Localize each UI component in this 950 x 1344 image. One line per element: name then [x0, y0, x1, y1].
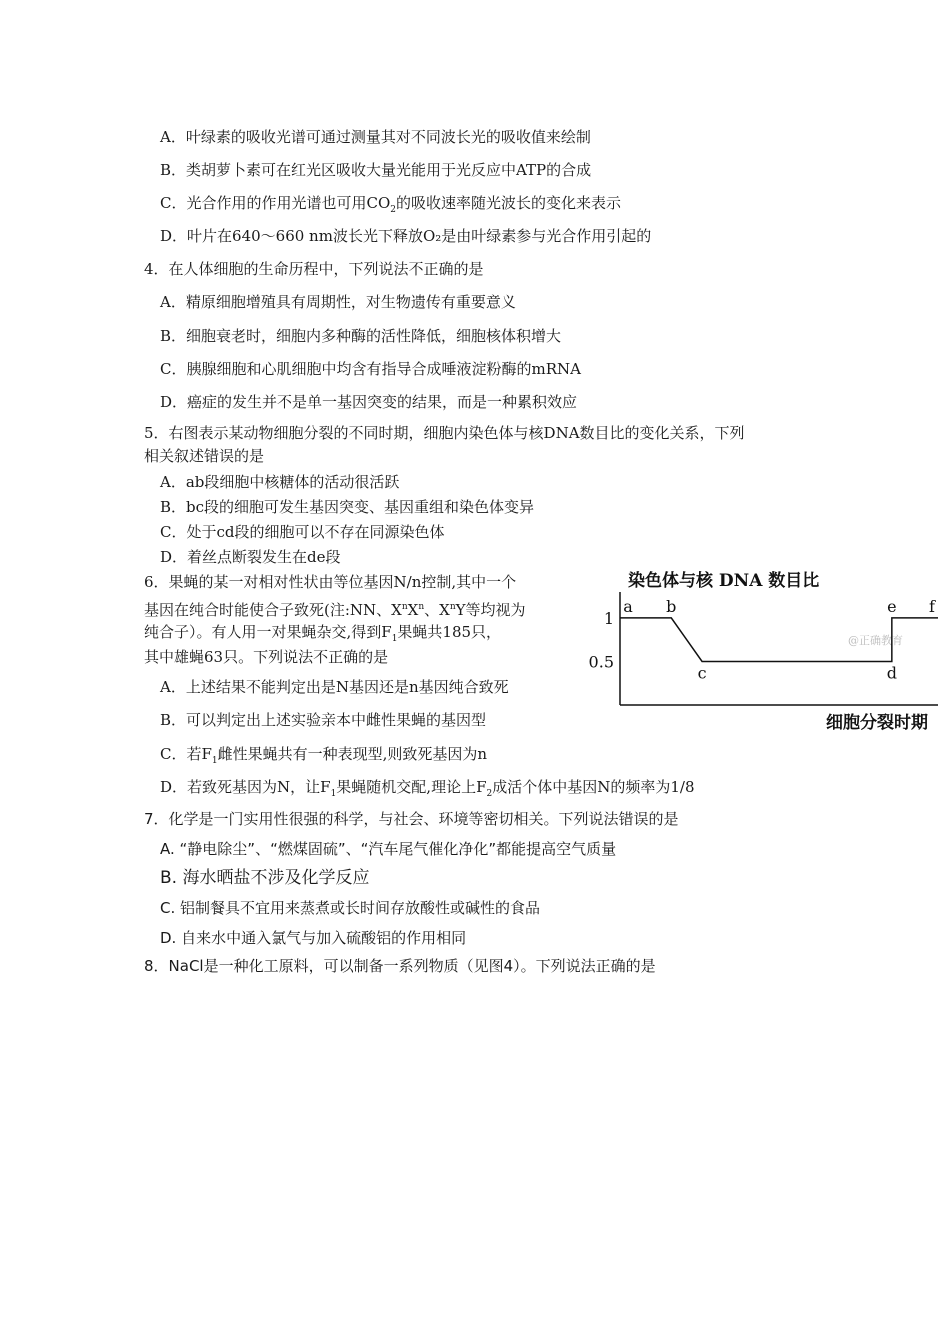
q6-stem-line2-b: X	[407, 601, 419, 619]
q3-option-c-text2: 的吸收速率随光波长的变化来表示	[396, 194, 622, 212]
q6-option-d-b: 果蝇随机交配,理论上F	[336, 778, 487, 796]
q6-stem-line3	[144, 622, 501, 649]
q5-stem-line2: 相关叙述错误的是	[144, 447, 265, 465]
q6-option-c-sub: 1	[211, 756, 218, 766]
q6-stem-line3-a: 纯合子）。有人用一对果蝇杂交,得到F	[144, 623, 392, 641]
q3-option-c	[160, 193, 621, 220]
chart-x-label: 细胞分裂时期	[826, 713, 928, 733]
q6-option-c	[160, 744, 487, 771]
q6-sup-n1: n	[401, 602, 408, 612]
q6-sub-1: 1	[391, 634, 398, 644]
q6-option-b: B．可以判定出上述实验亲本中雌性果蝇的基因型	[160, 711, 487, 729]
q6-stem-line1: 6．果蝇的某一对相对性状由等位基因N/n控制,其中一个	[144, 573, 517, 591]
q6-option-a: A．上述结果不能判定出是N基因还是n基因纯合致死	[160, 678, 509, 696]
q7-option-c: C. 铝制餐具不宜用来蒸煮或长时间存放酸性或碱性的食品	[160, 899, 541, 917]
point-label: d	[886, 663, 897, 683]
q4-stem: 4．在人体细胞的生命历程中，下列说法不正确的是	[144, 260, 484, 278]
q4-option-d: D．癌症的发生并不是单一基因突变的结果，而是一种累积效应	[160, 393, 578, 411]
q6-option-d-c: 成活个体中基因N的频率为1/8	[492, 778, 695, 796]
q6-option-d-a: D．若致死基因为N，让F	[160, 778, 331, 796]
q3-option-c-text: C．光合作用的作用光谱也可用CO	[160, 194, 391, 212]
q6-option-c-b: 雌性果蝇共有一种表现型,则致死基因为n	[217, 745, 488, 763]
q4-option-b: B．细胞衰老时，细胞内多种酶的活性降低，细胞核体积增大	[160, 327, 562, 345]
q6-stem-line4: 其中雄蝇63只。下列说法不正确的是	[144, 648, 389, 666]
point-label: f	[929, 596, 935, 616]
q6-stem-line2-d: Y等均视为	[455, 601, 526, 619]
q3-option-b: B．类胡萝卜素可在红光区吸收大量光能用于光反应中ATP的合成	[160, 161, 592, 179]
q6-stem-line2	[144, 597, 526, 620]
q6-sup-n3: n	[449, 602, 456, 612]
q6-option-d	[160, 777, 695, 804]
q5-option-d: D．着丝点断裂发生在de段	[160, 548, 341, 566]
chart-watermark: @正确教育	[848, 634, 903, 647]
q5-option-c: C．处于cd段的细胞可以不存在同源染色体	[160, 523, 445, 541]
q3-option-c-sub: 2	[390, 205, 396, 215]
point-label: c	[697, 663, 707, 683]
q5-option-b: B．bc段的细胞可发生基因突变、基因重组和染色体变异	[160, 498, 535, 516]
q3-option-d: D．叶片在640～660 nm波长光下释放O₂是由叶绿素参与光合作用引起的	[160, 227, 652, 245]
q7-option-a: A. “静电除尘”、“燃煤固硫”、“汽车尾气催化净化”都能提高空气质量	[160, 840, 617, 858]
point-label: b	[666, 596, 677, 616]
q6-option-d-sub2: 2	[486, 789, 493, 799]
q8-stem: 8．NaCl是一种化工原料，可以制备一系列物质（见图4）。下列说法正确的是	[144, 957, 656, 975]
y-tick-label: 1	[603, 608, 614, 628]
q4-option-c: C．胰腺细胞和心肌细胞中均含有指导合成唾液淀粉酶的mRNA	[160, 360, 581, 378]
q6-stem-line2-c: 、X	[424, 601, 450, 619]
q5-option-a: A．ab段细胞中核糖体的活动很活跃	[160, 473, 400, 491]
q4-option-a: A．精原细胞增殖具有周期性，对生物遗传有重要意义	[160, 293, 516, 311]
q7-option-d: D. 自来水中通入氯气与加入硫酸铝的作用相同	[160, 929, 467, 947]
q6-stem-line3-b: 果蝇共185只，	[397, 623, 502, 641]
chromosome-dna-ratio-chart	[588, 562, 948, 737]
q6-option-c-a: C．若F	[160, 745, 212, 763]
q7-stem: 7．化学是一门实用性很强的科学，与社会、环境等密切相关。下列说法错误的是	[144, 810, 679, 828]
point-label: e	[887, 596, 897, 616]
q6-sup-n2: n	[418, 602, 425, 612]
q3-option-a: A．叶绿素的吸收光谱可通过测量其对不同波长光的吸收值来绘制	[160, 128, 591, 146]
q6-option-d-sub1: 1	[330, 789, 337, 799]
chart-y-label: 染色体与核 DNA 数目比	[628, 571, 820, 591]
q7-option-b: B. 海水晒盐不涉及化学反应	[160, 868, 370, 888]
q5-stem-line1: 5．右图表示某动物细胞分裂的不同时期，细胞内染色体与核DNA数目比的变化关系，下列	[144, 424, 745, 442]
point-label: a	[623, 596, 633, 616]
y-tick-label: 0.5	[588, 652, 614, 672]
q6-stem-line2-a: 基因在纯合时能使合子致死(注:NN、X	[144, 601, 402, 619]
